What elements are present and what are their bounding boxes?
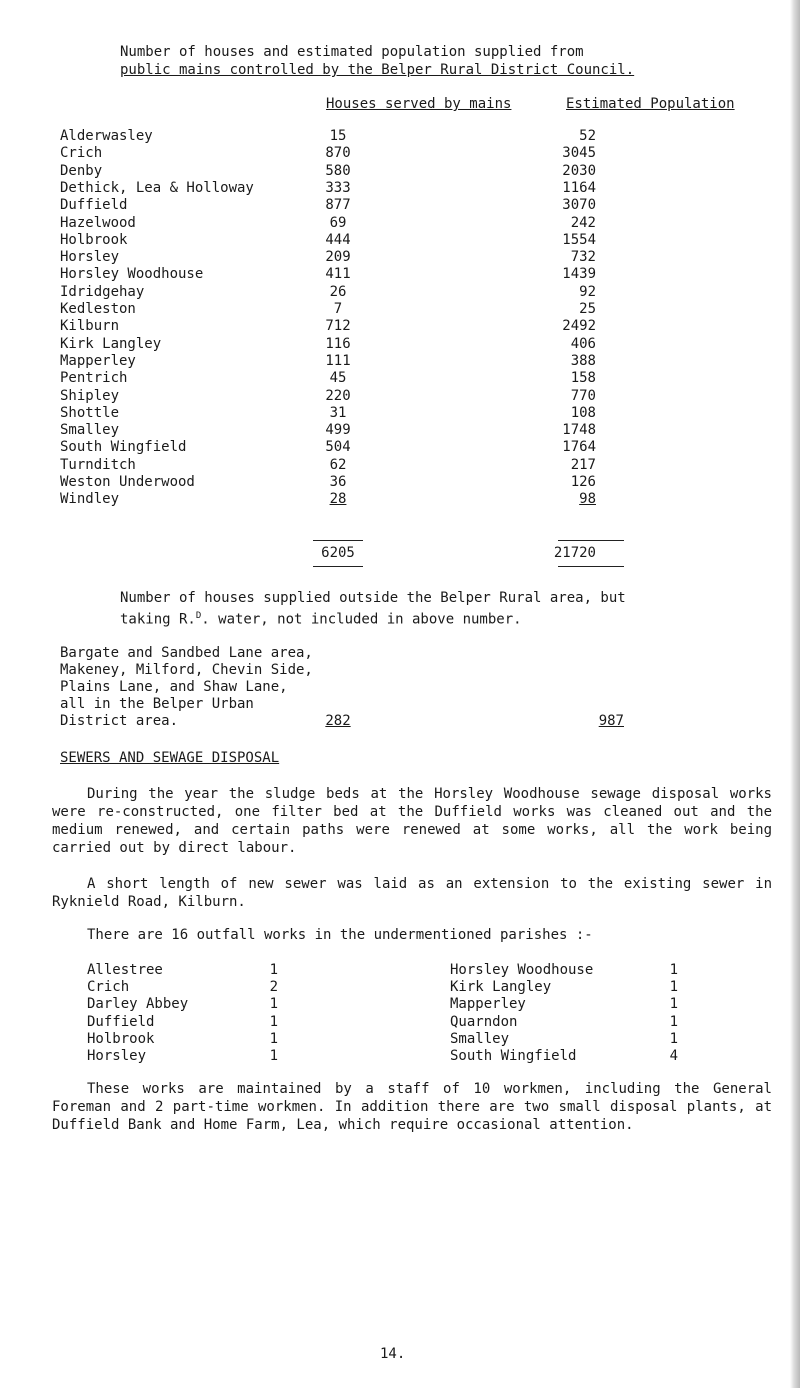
outfall-parish-name: Horsley bbox=[87, 1048, 147, 1064]
outfall-parish-name: South Wingfield bbox=[450, 1048, 577, 1064]
table-row bbox=[60, 232, 780, 248]
parish-houses: 870 bbox=[325, 145, 351, 162]
outfall-count: 2 bbox=[269, 979, 278, 996]
parish-population: 242 bbox=[570, 214, 596, 231]
outfall-parish-name: Duffield bbox=[87, 1013, 155, 1030]
outfall-count: 1 bbox=[669, 1013, 678, 1030]
outfall-count: 1 bbox=[669, 962, 678, 978]
total-houses: 6205 bbox=[321, 545, 355, 561]
table-row bbox=[60, 474, 780, 490]
outside-area-line: Plains Lane, and Shaw Lane, bbox=[60, 679, 288, 695]
outside-houses: 282 bbox=[325, 713, 351, 729]
parish-name: Hazelwood bbox=[60, 214, 136, 231]
table-row bbox=[60, 163, 780, 179]
parish-name: Windley bbox=[60, 491, 120, 508]
parish-population: 1764 bbox=[562, 439, 596, 456]
table-row bbox=[60, 215, 780, 231]
table-row bbox=[60, 422, 780, 438]
outside-note-superscript: D bbox=[195, 611, 202, 621]
outside-area-line: all in the Belper Urban bbox=[60, 696, 254, 712]
parish-name: Mapperley bbox=[60, 352, 136, 369]
table-heading-line1: Number of houses and estimated population supplied from bbox=[120, 44, 584, 60]
scan-edge-shadow bbox=[790, 0, 800, 1388]
parish-name: Dethick, Lea & Holloway bbox=[60, 179, 254, 196]
outside-area-line: Bargate and Sandbed Lane area, bbox=[60, 645, 313, 661]
parish-population: 406 bbox=[570, 335, 596, 352]
parish-population: 1554 bbox=[562, 231, 596, 248]
outfall-parish-name: Mapperley bbox=[450, 996, 526, 1013]
outside-note-prefix: taking R. bbox=[120, 611, 196, 628]
parish-population: 52 bbox=[579, 128, 596, 144]
table-row bbox=[60, 318, 780, 334]
parish-name: Duffield bbox=[60, 197, 128, 214]
outfall-count: 1 bbox=[269, 996, 278, 1013]
parish-houses: 712 bbox=[325, 318, 351, 335]
column-header-population: Estimated Population bbox=[566, 96, 735, 112]
parish-houses: 31 bbox=[329, 404, 347, 421]
parish-name: Denby bbox=[60, 162, 103, 179]
parish-name: Turnditch bbox=[60, 456, 136, 473]
table-heading-line2: public mains controlled by the Belper Rural District Council. bbox=[120, 62, 635, 78]
parish-houses: 333 bbox=[325, 179, 351, 196]
total-population: 21720 bbox=[553, 545, 596, 561]
parish-houses: 504 bbox=[325, 439, 351, 456]
parish-population: 388 bbox=[570, 352, 596, 369]
parish-name: Kilburn bbox=[60, 318, 120, 335]
outfall-parish-name: Quarndon bbox=[450, 1013, 518, 1030]
outfall-parish-name: Kirk Langley bbox=[450, 979, 552, 996]
parish-name: Horsley Woodhouse bbox=[60, 266, 204, 283]
parish-population: 2030 bbox=[562, 162, 596, 179]
parish-name: Crich bbox=[60, 145, 103, 162]
parish-houses: 411 bbox=[325, 266, 351, 283]
table-row bbox=[60, 266, 780, 282]
table-row bbox=[60, 491, 780, 507]
outfall-count: 1 bbox=[269, 1013, 278, 1030]
parish-houses: 15 bbox=[329, 128, 347, 144]
outside-note-line1: Number of houses supplied outside the Belper Rural area, but bbox=[120, 590, 626, 606]
table-row bbox=[60, 388, 780, 404]
parish-population: 92 bbox=[579, 283, 596, 300]
parish-houses: 111 bbox=[325, 352, 351, 369]
parish-name: Kedleston bbox=[60, 301, 136, 317]
parish-population: 158 bbox=[570, 370, 596, 387]
parish-name: Smalley bbox=[60, 422, 120, 439]
parish-houses: 877 bbox=[325, 197, 351, 214]
sewers-paragraph-3: These works are maintained by a staff of 10 workmen, including the General Foreman and 2 part-time workmen. In addition there are two small disposal plants, at Duffield Bank and Home Farm, Lea, which require occasional attention. bbox=[52, 1081, 772, 1133]
table-row bbox=[60, 370, 780, 386]
parish-population: 126 bbox=[570, 474, 596, 490]
outfall-count: 1 bbox=[269, 962, 278, 978]
parish-name: Pentrich bbox=[60, 370, 128, 387]
outfall-parish-name: Crich bbox=[87, 979, 130, 996]
parish-population: 770 bbox=[570, 387, 596, 404]
table-row bbox=[60, 353, 780, 369]
outfall-intro: There are 16 outfall works in the undermentioned parishes :- bbox=[87, 927, 593, 943]
table-row bbox=[60, 284, 780, 300]
table-row bbox=[60, 457, 780, 473]
population-total-double-rule bbox=[558, 566, 624, 567]
parish-population: 1439 bbox=[562, 266, 596, 283]
outside-note-suffix: . water, not included in above number. bbox=[201, 611, 522, 628]
outfall-parish-name: Holbrook bbox=[87, 1030, 155, 1047]
houses-total-double-rule bbox=[313, 566, 363, 567]
table-row bbox=[60, 249, 780, 265]
table-row bbox=[60, 128, 780, 144]
outfall-parish-name: Allestree bbox=[87, 962, 163, 978]
parish-houses: 28 bbox=[329, 491, 347, 508]
table-row bbox=[60, 197, 780, 213]
outfall-count: 1 bbox=[669, 979, 678, 996]
table-row bbox=[60, 301, 780, 317]
parish-population: 25 bbox=[579, 301, 596, 317]
parish-name: Alderwasley bbox=[60, 128, 153, 144]
outfall-parish-name: Darley Abbey bbox=[87, 996, 189, 1013]
outfall-count: 1 bbox=[669, 996, 678, 1013]
outfall-parish-name: Smalley bbox=[450, 1030, 510, 1047]
parish-population: 1164 bbox=[562, 179, 596, 196]
population-total-rule bbox=[558, 540, 624, 541]
outside-note-line2 bbox=[120, 608, 522, 628]
parish-houses: 26 bbox=[329, 283, 347, 300]
parish-population: 217 bbox=[570, 456, 596, 473]
parish-name: Holbrook bbox=[60, 231, 128, 248]
houses-total-rule bbox=[313, 540, 363, 541]
parish-population: 3070 bbox=[562, 197, 596, 214]
column-header-houses: Houses served by mains bbox=[326, 96, 512, 112]
parish-houses: 209 bbox=[325, 249, 351, 266]
parish-houses: 580 bbox=[325, 162, 351, 179]
parish-name: Horsley bbox=[60, 249, 120, 266]
table-row bbox=[60, 405, 780, 421]
parish-houses: 444 bbox=[325, 231, 351, 248]
outfall-count: 4 bbox=[669, 1048, 678, 1064]
parish-houses: 499 bbox=[325, 422, 351, 439]
parish-population: 108 bbox=[570, 404, 596, 421]
parish-population: 98 bbox=[579, 491, 596, 508]
outside-population: 987 bbox=[598, 713, 624, 729]
parish-population: 3045 bbox=[562, 145, 596, 162]
parish-houses: 116 bbox=[325, 335, 351, 352]
parish-name: Weston Underwood bbox=[60, 474, 195, 490]
totals-row bbox=[60, 545, 780, 561]
parish-name: Kirk Langley bbox=[60, 335, 162, 352]
sewers-paragraph-1: During the year the sludge beds at the Horsley Woodhouse sewage disposal works were re-constructed, one filter bed at the Duffield works was cleaned out and the medium renewed, and certain paths were renewed at some works, all the work being carried out by direct labour. bbox=[52, 786, 772, 856]
table-row bbox=[60, 180, 780, 196]
table-row bbox=[60, 439, 780, 455]
parish-population: 732 bbox=[570, 249, 596, 266]
outfall-parish-name: Horsley Woodhouse bbox=[450, 962, 594, 978]
parish-name: Shipley bbox=[60, 387, 120, 404]
parish-name: Shottle bbox=[60, 404, 120, 421]
parish-population: 1748 bbox=[562, 422, 596, 439]
parish-houses: 36 bbox=[329, 474, 347, 490]
outfall-count: 1 bbox=[669, 1030, 678, 1047]
section-heading-sewers: SEWERS AND SEWAGE DISPOSAL bbox=[60, 750, 280, 766]
parish-houses: 69 bbox=[329, 214, 347, 231]
parish-name: Idridgehay bbox=[60, 283, 145, 300]
outfall-count: 1 bbox=[269, 1030, 278, 1047]
parish-houses: 7 bbox=[333, 301, 343, 317]
parish-houses: 45 bbox=[329, 370, 347, 387]
parish-name: South Wingfield bbox=[60, 439, 187, 456]
parish-houses: 220 bbox=[325, 387, 351, 404]
outside-area-line: District area. bbox=[60, 713, 179, 729]
parish-population: 2492 bbox=[562, 318, 596, 335]
page-number: 14. bbox=[380, 1346, 406, 1362]
table-row bbox=[60, 336, 780, 352]
parish-houses: 62 bbox=[329, 456, 347, 473]
outside-area-line: Makeney, Milford, Chevin Side, bbox=[60, 662, 313, 678]
table-row bbox=[60, 145, 780, 161]
outfall-count: 1 bbox=[269, 1048, 278, 1064]
sewers-paragraph-2: A short length of new sewer was laid as an extension to the existing sewer in Ryknield Road, Kilburn. bbox=[52, 876, 772, 910]
